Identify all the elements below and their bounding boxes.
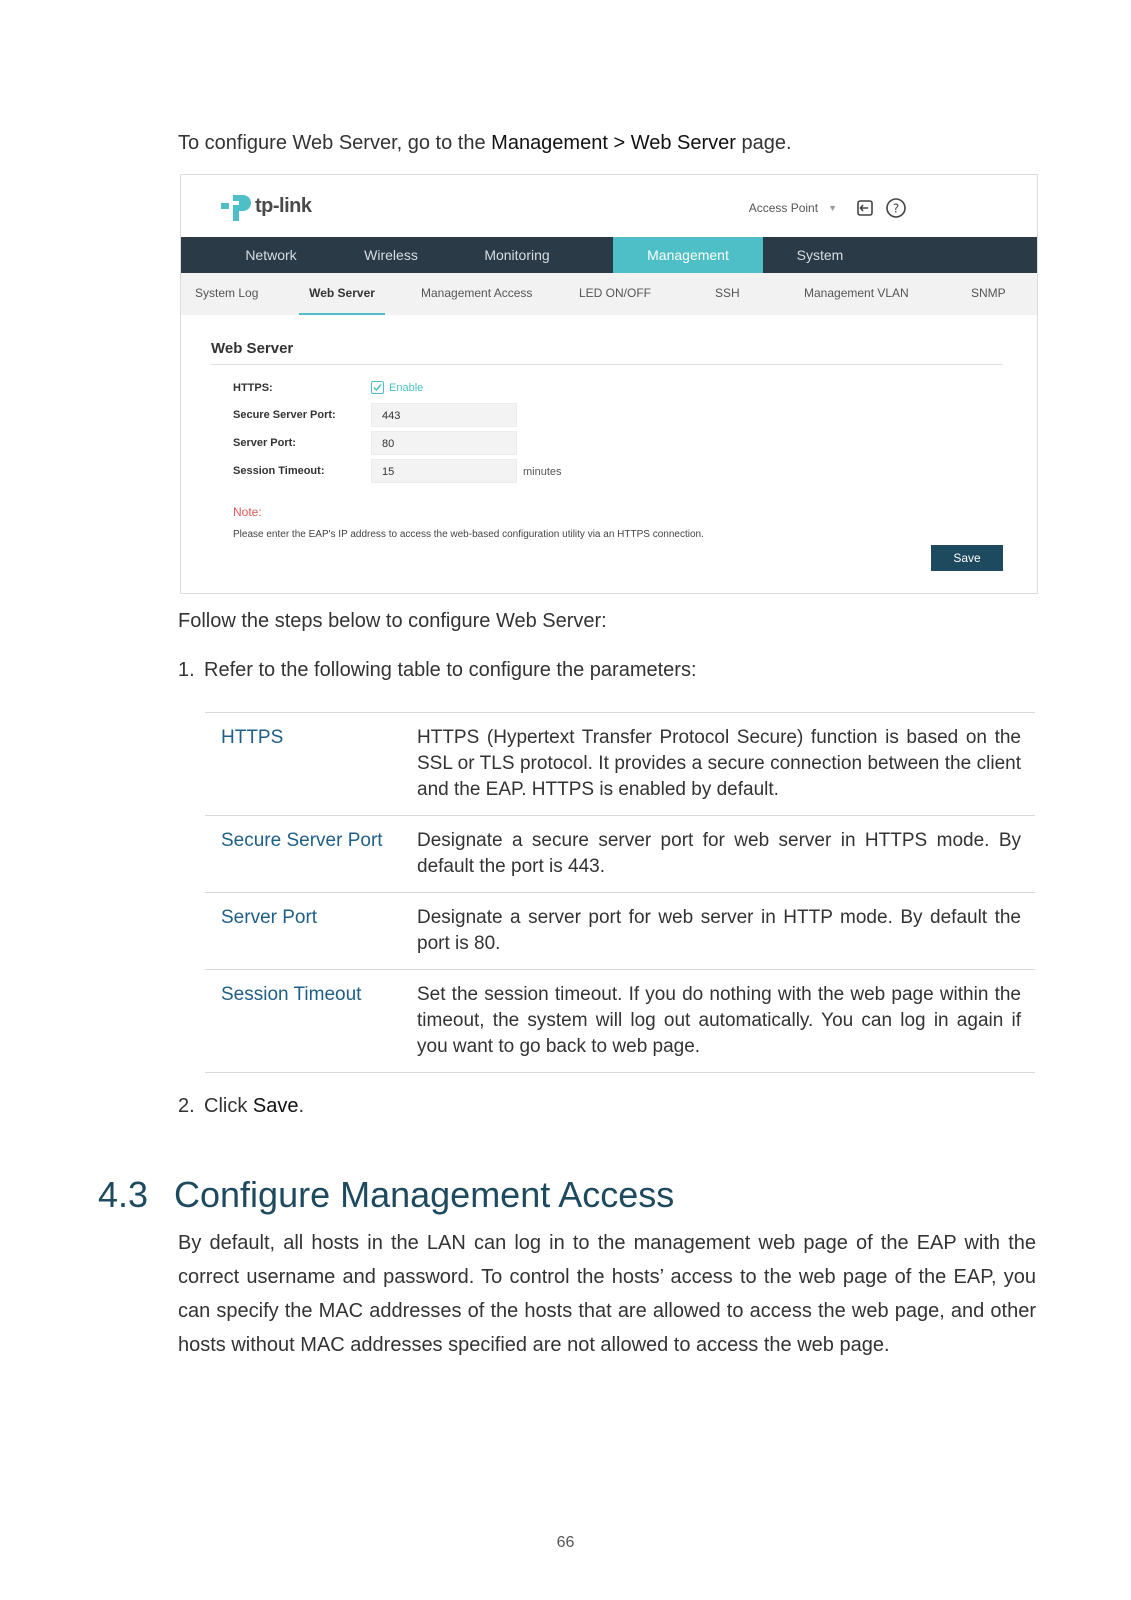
step-2-save: Save bbox=[252, 1095, 299, 1117]
logout-icon[interactable] bbox=[855, 198, 875, 218]
param-desc: HTTPS (Hypertext Transfer Protocol Secure) function is based on the SSL or TLS protocol. It provides a secure connection between the client and the EAP. HTTPS is enabled by default. bbox=[417, 727, 1021, 800]
step-1 bbox=[178, 659, 697, 682]
https-enable-checkbox[interactable] bbox=[371, 381, 423, 394]
server-port-input[interactable]: 80 bbox=[371, 431, 517, 455]
parameter-table bbox=[205, 712, 1035, 1073]
follow-steps-text: Follow the steps below to configure Web Server: bbox=[178, 610, 607, 632]
session-timeout-label: Session Timeout: bbox=[233, 465, 325, 477]
subnav-management-vlan[interactable]: Management VLAN bbox=[804, 286, 909, 300]
https-label: HTTPS: bbox=[233, 382, 273, 394]
step-2-suffix: . bbox=[298, 1095, 305, 1117]
param-name: Secure Server Port bbox=[221, 830, 383, 851]
param-desc: Set the session timeout. If you do nothing with the web page within the timeout, the system will log out automatically. You can log in again if you want to go back to web page. bbox=[417, 984, 1021, 1057]
param-name: HTTPS bbox=[221, 727, 284, 748]
section-heading bbox=[98, 1174, 674, 1216]
note-text: Please enter the EAP's IP address to access the web-based configuration utility via an HTTPS connection. bbox=[233, 529, 704, 540]
step-2 bbox=[178, 1095, 304, 1118]
topbar-right bbox=[749, 197, 907, 219]
web-server-screenshot bbox=[180, 174, 1038, 594]
sub-nav bbox=[181, 273, 1037, 315]
body-paragraph: By default, all hosts in the LAN can log in to the management web page of the EAP with the correct username and password. To control the hosts’ access to the web page of the EAP, you can specify the MAC addresses of the hosts that are allowed to access the web page, and other hosts without MAC addresses specified are not allowed to access the web page. bbox=[178, 1232, 1036, 1356]
subnav-management-access[interactable]: Management Access bbox=[421, 286, 533, 300]
section-number: 4.3 bbox=[98, 1174, 149, 1215]
table-row bbox=[205, 816, 1035, 893]
server-port-label: Server Port: bbox=[233, 437, 296, 449]
subnav-led[interactable]: LED ON/OFF bbox=[579, 286, 652, 300]
save-button[interactable]: Save bbox=[931, 545, 1003, 571]
table-row bbox=[205, 713, 1035, 816]
svg-text:?: ? bbox=[892, 201, 900, 216]
subnav-web-server[interactable]: Web Server bbox=[299, 273, 385, 315]
secure-port-input[interactable]: 443 bbox=[371, 403, 517, 427]
step-2-prefix: Click bbox=[204, 1095, 253, 1117]
param-desc: Designate a server port for web server in HTTP mode. By default the port is 80. bbox=[417, 907, 1021, 954]
param-name: Session Timeout bbox=[221, 984, 362, 1005]
nav-system[interactable]: System bbox=[796, 247, 844, 263]
step-2-number: 2. bbox=[178, 1095, 195, 1117]
main-nav bbox=[181, 237, 1037, 273]
nav-management[interactable]: Management bbox=[613, 237, 763, 273]
session-timeout-input[interactable]: 15 bbox=[371, 459, 517, 483]
https-enable-label: Enable bbox=[389, 381, 424, 394]
panel-divider bbox=[211, 364, 1003, 365]
subnav-ssh[interactable]: SSH bbox=[715, 286, 740, 300]
chevron-down-icon: ▼ bbox=[828, 203, 837, 213]
nav-network[interactable]: Network bbox=[245, 247, 297, 263]
tp-link-logo bbox=[219, 189, 312, 223]
mode-select[interactable]: Access Point bbox=[748, 201, 819, 215]
nav-monitoring[interactable]: Monitoring bbox=[484, 247, 550, 263]
logo-text: tp-link bbox=[255, 194, 312, 217]
table-row bbox=[205, 893, 1035, 970]
subnav-snmp[interactable]: SNMP bbox=[971, 286, 1006, 300]
page-number: 66 bbox=[556, 1534, 575, 1551]
step-1-text: Refer to the following table to configure the parameters: bbox=[204, 659, 697, 681]
tp-link-logo-icon bbox=[219, 189, 253, 223]
help-icon[interactable] bbox=[885, 197, 907, 219]
panel-title: Web Server bbox=[211, 340, 294, 357]
intro-prefix: To configure Web Server, go to the bbox=[178, 132, 492, 154]
secure-port-label: Secure Server Port: bbox=[233, 409, 336, 421]
param-name: Server Port bbox=[221, 907, 318, 928]
note-title: Note: bbox=[233, 505, 262, 519]
checkbox-check-icon bbox=[371, 381, 384, 394]
nav-wireless[interactable]: Wireless bbox=[364, 247, 418, 263]
param-desc: Designate a secure server port for web server in HTTPS mode. By default the port is 443. bbox=[417, 830, 1021, 877]
table-row bbox=[205, 970, 1035, 1073]
intro-path: Management > Web Server bbox=[491, 132, 736, 154]
step-1-number: 1. bbox=[178, 659, 195, 681]
intro-suffix: page. bbox=[735, 132, 792, 154]
timeout-unit: minutes bbox=[523, 466, 562, 478]
section-title: Configure Management Access bbox=[174, 1174, 675, 1215]
intro-text bbox=[178, 132, 792, 155]
subnav-system-log[interactable]: System Log bbox=[195, 286, 259, 300]
